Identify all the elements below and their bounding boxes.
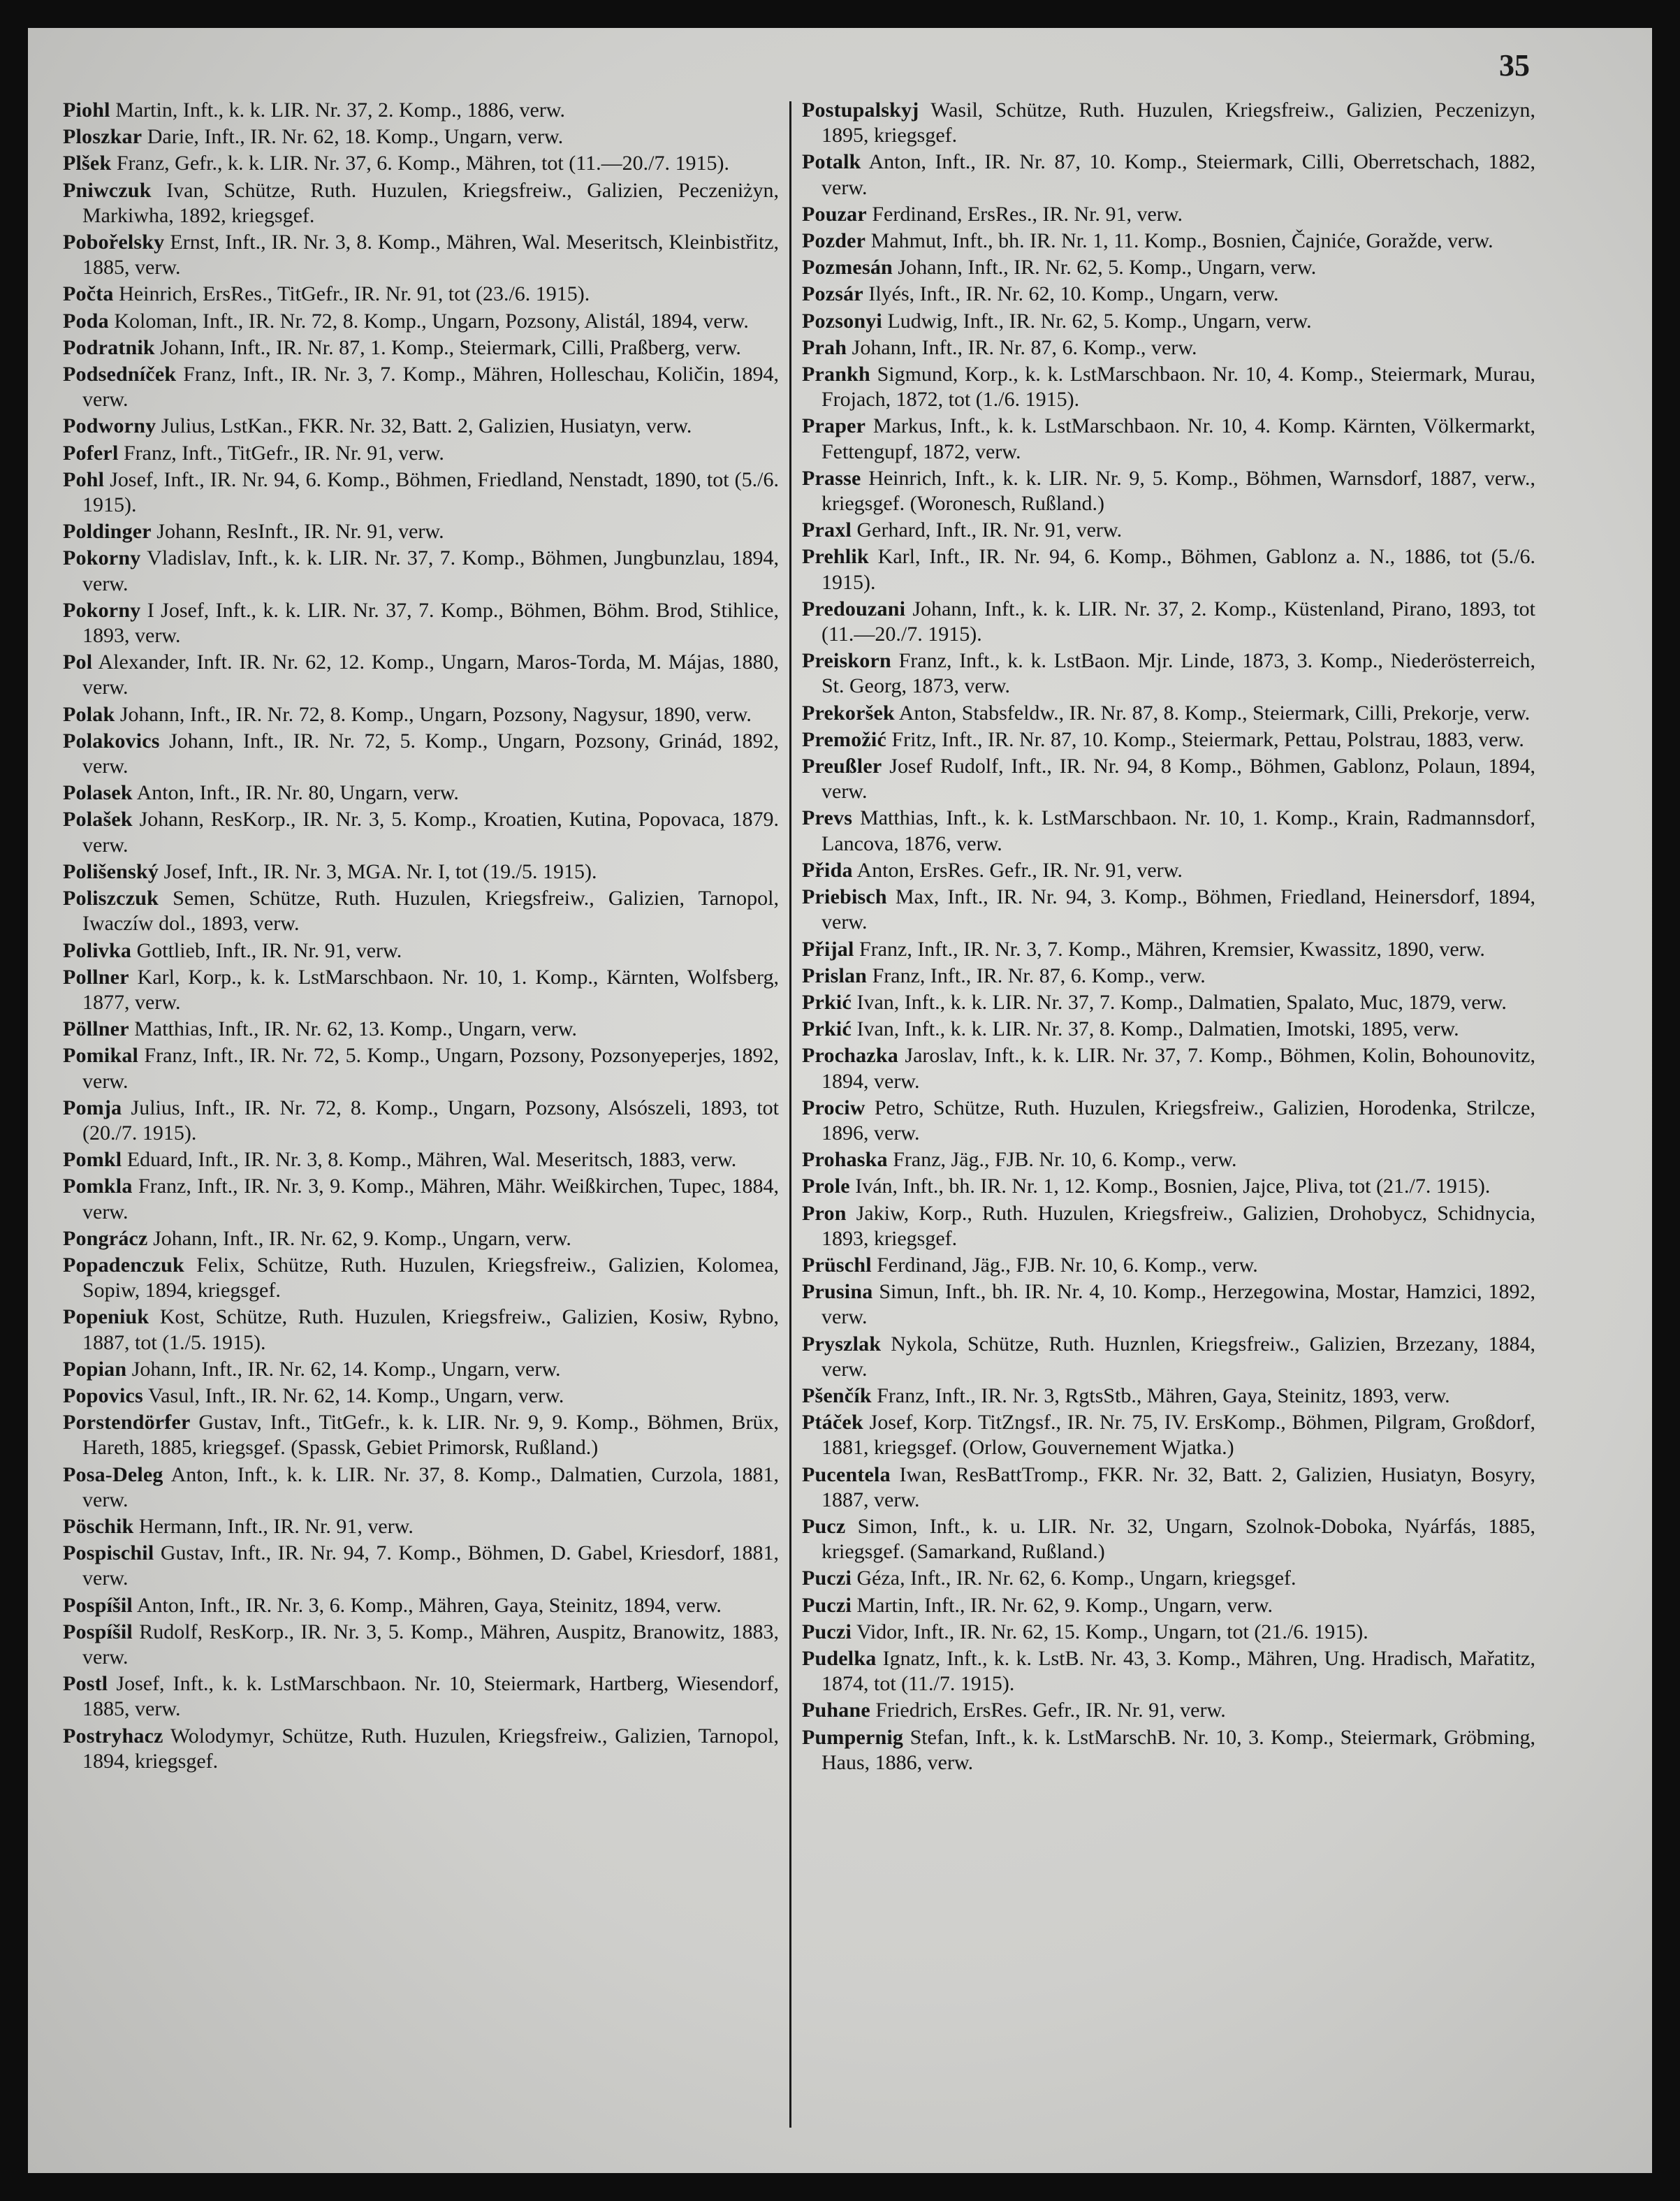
list-entry xyxy=(63,1462,779,1513)
list-entry xyxy=(63,1541,779,1591)
entry-details: Franz, Inft., IR. Nr. 3, 7. Komp., Mähren, Holleschau, Količin, 1894, verw. xyxy=(82,363,779,412)
entry-details: Anton, ErsRes. Gefr., IR. Nr. 91, verw. xyxy=(856,858,1183,882)
entry-surname: Potalk xyxy=(802,150,861,174)
page-number: 35 xyxy=(1499,48,1530,82)
entry-surname: Pšenčík xyxy=(802,1383,872,1407)
list-entry xyxy=(63,519,779,544)
entry-surname: Polišenský xyxy=(63,859,159,883)
entry-details: Matthias, Inft., IR. Nr. 62, 13. Komp., Ungarn, verw. xyxy=(134,1017,578,1041)
entry-details: Ivan, Inft., k. k. LIR. Nr. 37, 8. Komp., Dalmatien, Imotski, 1895, verw. xyxy=(856,1017,1459,1041)
entry-details: Josef Rudolf, Inft., IR. Nr. 94, 8 Komp., Böhmen, Gablonz, Polaun, 1894, verw. xyxy=(821,755,1535,804)
list-entry xyxy=(802,335,1535,361)
list-entry xyxy=(63,1593,779,1618)
entry-surname: Pongrácz xyxy=(63,1226,148,1250)
entry-surname: Plšek xyxy=(63,152,112,175)
entry-details: Simon, Inft., k. u. LIR. Nr. 32, Ungarn, Szolnok-Doboka, Nyárfás, 1885, kriegsgef. (Samarkand, Rußland.) xyxy=(821,1514,1535,1564)
entry-surname: Pozsár xyxy=(802,282,863,306)
list-entry xyxy=(802,98,1535,148)
entry-details: Johann, Inft., IR. Nr. 62, 5. Komp., Ungarn, verw. xyxy=(898,256,1317,279)
entry-surname: Prevs xyxy=(802,806,853,830)
list-entry xyxy=(802,701,1535,726)
list-entry xyxy=(63,467,779,518)
entry-surname: Pumpernig xyxy=(802,1725,904,1749)
list-entry xyxy=(802,228,1535,254)
entry-details: Heinrich, ErsRes., TitGefr., IR. Nr. 91, tot (23./6. 1915). xyxy=(119,282,590,306)
entry-surname: Prüschl xyxy=(802,1253,872,1277)
entry-details: Gottlieb, Inft., IR. Nr. 91, verw. xyxy=(136,938,402,962)
entry-details: Anton, Inft., IR. Nr. 80, Ungarn, verw. xyxy=(136,781,459,805)
entry-details: Julius, LstKan., FKR. Nr. 32, Batt. 2, Galizien, Husiatyn, verw. xyxy=(161,414,692,438)
list-entry xyxy=(802,309,1535,334)
list-entry xyxy=(802,1698,1535,1723)
list-entry xyxy=(63,282,779,307)
list-entry xyxy=(802,1410,1535,1460)
entry-details: Franz, Inft., IR. Nr. 3, RgtsStb., Mähren, Gaya, Steinitz, 1893, verw. xyxy=(877,1383,1450,1407)
left-column xyxy=(63,98,779,2138)
entry-surname: Postl xyxy=(63,1672,108,1696)
list-entry xyxy=(63,965,779,1015)
entry-details: Heinrich, Inft., k. k. LIR. Nr. 9, 5. Komp., Böhmen, Warnsdorf, 1887, verw., kriegsgef. (Woronesch, Rußland.) xyxy=(821,466,1535,516)
entry-surname: Pomkla xyxy=(63,1175,133,1198)
entry-details: Julius, Inft., IR. Nr. 72, 8. Komp., Ungarn, Pozsony, Alsószeli, 1893, tot (20./7. 1915). xyxy=(82,1096,779,1145)
column-divider xyxy=(789,101,791,2128)
list-entry xyxy=(802,1620,1535,1645)
entry-surname: Praper xyxy=(802,414,866,438)
entry-surname: Puczi xyxy=(802,1593,852,1617)
list-entry xyxy=(63,1620,779,1670)
entry-surname: Preußler xyxy=(802,755,882,778)
entry-details: Koloman, Inft., IR. Nr. 72, 8. Komp., Ungarn, Pozsony, Alistál, 1894, verw. xyxy=(114,309,749,333)
list-entry xyxy=(63,362,779,412)
entry-surname: Pron xyxy=(802,1201,847,1225)
list-entry xyxy=(802,1593,1535,1618)
entry-surname: Prankh xyxy=(802,363,870,386)
entry-surname: Pokorny xyxy=(63,598,141,622)
entry-details: Ilyés, Inft., IR. Nr. 62, 10. Komp., Ungarn, verw. xyxy=(868,282,1279,306)
entry-details: Darie, Inft., IR. Nr. 62, 18. Komp., Ungarn, verw. xyxy=(147,125,564,149)
list-entry xyxy=(63,780,779,806)
entry-details: Franz, Inft., k. k. LstBaon. Mjr. Linde, 1873, 3. Komp., Niederösterreich, St. Georg, 1873, verw. xyxy=(821,649,1535,698)
entry-details: Matthias, Inft., k. k. LstMarschbaon. Nr. 10, 1. Komp., Krain, Radmannsdorf, Lancova, 1876, verw. xyxy=(821,806,1535,855)
entry-surname: Pozder xyxy=(802,229,866,253)
entry-surname: Prkić xyxy=(802,1017,852,1041)
list-entry xyxy=(802,885,1535,935)
entry-details: Josef, Inft., IR. Nr. 94, 6. Komp., Böhmen, Friedland, Nenstadt, 1890, tot (5./6. 1915). xyxy=(82,467,779,517)
entry-details: Johann, ResKorp., IR. Nr. 3, 5. Komp., Kroatien, Kutina, Popovaca, 1879. verw. xyxy=(82,808,779,857)
entry-surname: Pospischil xyxy=(63,1541,154,1565)
entry-surname: Pozsonyi xyxy=(802,309,882,333)
entry-details: Petro, Schütze, Ruth. Huzulen, Kriegsfreiw., Galizien, Horodenka, Strilcze, 1896, verw. xyxy=(821,1096,1535,1145)
list-entry xyxy=(802,1147,1535,1172)
list-entry xyxy=(802,937,1535,962)
entry-surname: Pouzar xyxy=(802,202,867,226)
entry-surname: Popadenczuk xyxy=(63,1253,184,1277)
list-entry xyxy=(802,1201,1535,1251)
list-entry xyxy=(802,1096,1535,1146)
list-entry xyxy=(802,964,1535,989)
list-entry xyxy=(63,124,779,150)
entry-surname: Pollner xyxy=(63,965,129,989)
entry-surname: Ploszkar xyxy=(63,125,143,149)
entry-surname: Postryhacz xyxy=(63,1724,163,1748)
entry-details: Ivan, Inft., k. k. LIR. Nr. 37, 7. Komp., Dalmatien, Spalato, Muc, 1879, verw. xyxy=(856,990,1507,1014)
entry-details: Friedrich, ErsRes. Gefr., IR. Nr. 91, verw. xyxy=(875,1699,1226,1722)
list-entry xyxy=(63,441,779,466)
entry-surname: Pucz xyxy=(802,1514,846,1538)
entry-details: Johann, Inft., IR. Nr. 62, 14. Komp., Ungarn, verw. xyxy=(131,1357,561,1381)
list-entry xyxy=(63,230,779,280)
entry-details: Anton, Stabsfeldw., IR. Nr. 87, 8. Komp., Steiermark, Cilli, Prekorje, verw. xyxy=(898,701,1531,725)
entry-surname: Preiskorn xyxy=(802,649,891,673)
entry-details: Hermann, Inft., IR. Nr. 91, verw. xyxy=(138,1514,414,1538)
list-entry xyxy=(802,648,1535,699)
list-entry xyxy=(802,1332,1535,1382)
list-entry xyxy=(63,598,779,648)
entry-surname: Pöllner xyxy=(63,1017,129,1041)
entry-surname: Pniwczuk xyxy=(63,178,152,202)
entry-surname: Pol xyxy=(63,651,93,674)
list-entry xyxy=(63,546,779,596)
list-entry xyxy=(802,1646,1535,1697)
entry-details: Gustav, Inft., IR. Nr. 94, 7. Komp., Böhmen, D. Gabel, Kriesdorf, 1881, verw. xyxy=(82,1541,779,1590)
entry-surname: Porstendörfer xyxy=(63,1411,191,1434)
entry-surname: Polašek xyxy=(63,808,133,831)
list-entry xyxy=(802,466,1535,516)
entry-surname: Posa-Deleg xyxy=(63,1462,163,1486)
entry-surname: Polak xyxy=(63,702,115,726)
entry-surname: Pobořelsky xyxy=(63,231,165,254)
entry-surname: Prah xyxy=(802,335,847,359)
document-page xyxy=(28,28,1652,2173)
entry-details: Simun, Inft., bh. IR. Nr. 4, 10. Komp., Herzegowina, Mostar, Hamzici, 1892, verw. xyxy=(821,1280,1535,1329)
entry-details: Gerhard, Inft., IR. Nr. 91, verw. xyxy=(856,518,1123,542)
list-entry xyxy=(802,518,1535,543)
entry-surname: Praxl xyxy=(802,518,852,542)
list-entry xyxy=(63,178,779,228)
list-entry xyxy=(63,938,779,964)
list-entry xyxy=(802,282,1535,307)
entry-details: Semen, Schütze, Ruth. Huzulen, Kriegsfreiw., Galizien, Tarnopol, Iwaczíw dol., 1893, verw. xyxy=(82,887,779,936)
entry-surname: Podsedníček xyxy=(63,363,177,386)
list-entry xyxy=(802,1383,1535,1409)
list-entry xyxy=(802,727,1535,753)
entry-surname: Postupalskyj xyxy=(802,99,919,122)
list-entry xyxy=(802,1462,1535,1513)
entry-details: Mahmut, Inft., bh. IR. Nr. 1, 11. Komp., Bosnien, Čajniće, Goražde, verw. xyxy=(870,229,1493,253)
list-entry xyxy=(63,1043,779,1094)
list-entry xyxy=(802,1043,1535,1094)
entry-surname: Poliszczuk xyxy=(63,887,159,910)
entry-details: Franz, Inft., IR. Nr. 72, 5. Komp., Ungarn, Pozsony, Pozsonyeperjes, 1892, verw. xyxy=(82,1044,779,1093)
entry-details: Gustav, Inft., TitGefr., k. k. LIR. Nr. 9, 9. Komp., Böhmen, Brüx, Hareth, 1885, kriegsgef. (Spassk, Gebiet Primorsk, Rußland.) xyxy=(82,1411,779,1460)
list-entry xyxy=(63,1671,779,1722)
entry-surname: Prusina xyxy=(802,1280,873,1304)
list-entry xyxy=(802,1566,1535,1591)
list-entry xyxy=(63,729,779,779)
entry-surname: Piohl xyxy=(63,99,110,122)
list-entry xyxy=(802,754,1535,804)
list-entry xyxy=(63,1383,779,1409)
entry-details: Iván, Inft., bh. IR. Nr. 1, 12. Komp., Bosnien, Jajce, Pliva, tot (21./7. 1915). xyxy=(855,1175,1491,1198)
entry-surname: Poferl xyxy=(63,441,119,465)
entry-surname: Pohl xyxy=(63,467,105,491)
entry-details: Alexander, Inft. IR. Nr. 62, 12. Komp., Ungarn, Maros-Torda, M. Májas, 1880, verw. xyxy=(82,651,779,699)
entry-surname: Přijal xyxy=(802,937,854,961)
list-entry xyxy=(802,255,1535,280)
list-entry xyxy=(802,1174,1535,1199)
list-entry xyxy=(802,806,1535,856)
entry-details: Felix, Schütze, Ruth. Huzulen, Kriegsfreiw., Galizien, Kolomea, Sopiw, 1894, kriegsgef. xyxy=(82,1253,779,1302)
entry-details: Johann, Inft., IR. Nr. 87, 6. Komp., verw. xyxy=(852,335,1197,359)
list-entry xyxy=(63,1017,779,1042)
entry-surname: Pudelka xyxy=(802,1646,877,1670)
entry-surname: Pomja xyxy=(63,1096,122,1119)
entry-details: Martin, Inft., k. k. LIR. Nr. 37, 2. Komp., 1886, verw. xyxy=(115,99,566,122)
entry-details: I Josef, Inft., k. k. LIR. Nr. 37, 7. Komp., Böhmen, Böhm. Brod, Stihlice, 1893, verw. xyxy=(82,598,779,648)
entry-surname: Prole xyxy=(802,1175,850,1198)
entry-details: Martin, Inft., IR. Nr. 62, 9. Komp., Ungarn, verw. xyxy=(856,1593,1273,1617)
entry-details: Fritz, Inft., IR. Nr. 87, 10. Komp., Steiermark, Pettau, Polstrau, 1883, verw. xyxy=(891,727,1524,751)
list-entry xyxy=(63,1357,779,1382)
list-entry xyxy=(802,1514,1535,1564)
entry-surname: Priebisch xyxy=(802,885,887,909)
list-entry xyxy=(63,1410,779,1460)
entry-details: Jakiw, Korp., Ruth. Huzulen, Kriegsfreiw., Galizien, Drohobycz, Schidnycia, 1893, kriegsgef. xyxy=(821,1201,1535,1250)
list-entry xyxy=(63,807,779,857)
list-entry xyxy=(63,886,779,936)
list-entry xyxy=(63,309,779,334)
list-entry xyxy=(63,98,779,123)
list-entry xyxy=(63,1724,779,1774)
entry-surname: Puczi xyxy=(802,1567,852,1590)
list-entry xyxy=(802,1279,1535,1330)
right-column xyxy=(802,98,1535,2138)
list-entry xyxy=(63,1174,779,1224)
entry-surname: Pozmesán xyxy=(802,256,893,279)
entry-details: Max, Inft., IR. Nr. 94, 3. Komp., Böhmen, Friedland, Heinersdorf, 1894, verw. xyxy=(821,885,1535,934)
entry-surname: Prislan xyxy=(802,964,868,987)
entry-details: Johann, Inft., IR. Nr. 72, 8. Komp., Ungarn, Pozsony, Nagysur, 1890, verw. xyxy=(119,702,752,726)
entry-details: Ernst, Inft., IR. Nr. 3, 8. Komp., Mähren, Wal. Meseritsch, Kleinbistřitz, 1885, verw. xyxy=(82,231,779,279)
list-entry xyxy=(63,650,779,700)
entry-details: Sigmund, Korp., k. k. LstMarschbaon. Nr. 10, 4. Komp., Steiermark, Murau, Frojach, 1872, tot (1./6. 1915). xyxy=(821,363,1535,412)
entry-details: Josef, Korp. TitZngsf., IR. Nr. 75, IV. ErsKomp., Böhmen, Pilgram, Großdorf, 1881, kriegsgef. (Orlow, Gouvernement Wjatka.) xyxy=(821,1411,1535,1460)
entry-details: Franz, Inft., IR. Nr. 87, 6. Komp., verw. xyxy=(872,964,1206,987)
entry-surname: Prociw xyxy=(802,1096,865,1119)
entry-surname: Popian xyxy=(63,1357,127,1381)
entry-details: Franz, Inft., IR. Nr. 3, 7. Komp., Mähren, Kremsier, Kwassitz, 1890, verw. xyxy=(859,937,1485,961)
entry-surname: Popeniuk xyxy=(63,1305,149,1329)
list-entry xyxy=(802,362,1535,412)
list-entry xyxy=(802,1017,1535,1042)
list-entry xyxy=(802,544,1535,595)
list-entry xyxy=(802,597,1535,647)
entry-details: Josef, Inft., IR. Nr. 3, MGA. Nr. I, tot (19./5. 1915). xyxy=(163,859,597,883)
entry-surname: Pomkl xyxy=(63,1148,122,1172)
entry-details: Ferdinand, Jäg., FJB. Nr. 10, 6. Komp., verw. xyxy=(877,1253,1258,1277)
entry-details: Wolodymyr, Schütze, Ruth. Huzulen, Kriegsfreiw., Galizien, Tarnopol, 1894, kriegsgef. xyxy=(82,1724,779,1773)
list-entry xyxy=(63,414,779,439)
entry-details: Anton, Inft., IR. Nr. 3, 6. Komp., Mähren, Gaya, Steinitz, 1894, verw. xyxy=(136,1593,722,1617)
list-entry xyxy=(63,859,779,885)
entry-details: Vladislav, Inft., k. k. LIR. Nr. 37, 7. Komp., Böhmen, Jungbunzlau, 1894, verw. xyxy=(82,546,779,595)
entry-surname: Prochazka xyxy=(802,1044,898,1068)
entry-details: Anton, Inft., k. k. LIR. Nr. 37, 8. Komp., Dalmatien, Curzola, 1881, verw. xyxy=(82,1462,779,1511)
list-entry xyxy=(802,990,1535,1015)
entry-details: Markus, Inft., k. k. LstMarschbaon. Nr. 10, 4. Komp. Kärnten, Völkermarkt, Fettengupf, 1872, verw. xyxy=(821,414,1535,463)
entry-details: Géza, Inft., IR. Nr. 62, 6. Komp., Ungarn, kriegsgef. xyxy=(856,1567,1296,1590)
entry-details: Kost, Schütze, Ruth. Huzulen, Kriegsfreiw., Galizien, Kosiw, Rybno, 1887, tot (1./5. 1915). xyxy=(82,1305,779,1354)
entry-surname: Predouzani xyxy=(802,597,906,620)
entry-surname: Popovics xyxy=(63,1383,143,1407)
list-entry xyxy=(63,1305,779,1355)
list-entry xyxy=(63,1514,779,1539)
list-entry xyxy=(802,858,1535,883)
entry-surname: Prkić xyxy=(802,990,852,1014)
entry-details: Karl, Inft., IR. Nr. 94, 6. Komp., Böhmen, Gablonz a. N., 1886, tot (5./6. 1915). xyxy=(821,545,1535,594)
entry-surname: Prekoršek xyxy=(802,701,895,725)
list-entry xyxy=(802,150,1535,200)
entry-details: Franz, Gefr., k. k. LIR. Nr. 37, 6. Komp., Mähren, tot (11.—20./7. 1915). xyxy=(116,152,729,175)
entry-details: Johann, Inft., k. k. LIR. Nr. 37, 2. Komp., Küstenland, Pirano, 1893, tot (11.—20./7. 1915). xyxy=(821,597,1535,646)
entry-surname: Puczi xyxy=(802,1620,852,1643)
entry-details: Franz, Jäg., FJB. Nr. 10, 6. Komp., verw. xyxy=(893,1148,1237,1172)
entry-details: Ferdinand, ErsRes., IR. Nr. 91, verw. xyxy=(872,202,1183,226)
list-entry xyxy=(802,1253,1535,1278)
entry-surname: Počta xyxy=(63,282,114,306)
entry-details: Karl, Korp., k. k. LstMarschbaon. Nr. 10, 1. Komp., Kärnten, Wolfsberg, 1877, verw. xyxy=(82,965,779,1014)
entry-details: Rudolf, ResKorp., IR. Nr. 3, 5. Komp., Mähren, Auspitz, Branowitz, 1883, verw. xyxy=(82,1620,779,1669)
entry-details: Vasul, Inft., IR. Nr. 62, 14. Komp., Ungarn, verw. xyxy=(147,1383,564,1407)
entry-details: Jaroslav, Inft., k. k. LIR. Nr. 37, 7. Komp., Böhmen, Kolin, Bohounovitz, 1894, verw. xyxy=(821,1044,1535,1093)
entry-details: Vidor, Inft., IR. Nr. 62, 15. Komp., Ungarn, tot (21./6. 1915). xyxy=(856,1620,1368,1643)
entry-details: Wasil, Schütze, Ruth. Huzulen, Kriegsfreiw., Galizien, Peczenizyn, 1895, kriegsgef. xyxy=(821,99,1535,147)
entry-surname: Polakovics xyxy=(63,729,160,753)
entry-surname: Podworny xyxy=(63,414,156,438)
list-entry xyxy=(63,151,779,176)
entry-details: Ivan, Schütze, Ruth. Huzulen, Kriegsfreiw., Galizien, Peczeniżyn, Markiwha, 1892, kriegsgef. xyxy=(82,178,779,227)
entry-surname: Prohaska xyxy=(802,1148,888,1172)
entry-details: Ignatz, Inft., k. k. LstB. Nr. 43, 3. Komp., Mähren, Ung. Hradisch, Mařatitz, 1874, tot (11./7. 1915). xyxy=(821,1646,1535,1696)
entry-details: Johann, Inft., IR. Nr. 62, 9. Komp., Ungarn, verw. xyxy=(153,1226,571,1250)
entry-surname: Pokorny xyxy=(63,546,141,570)
entry-surname: Ptáček xyxy=(802,1411,863,1434)
list-entry xyxy=(802,1725,1535,1775)
entry-surname: Polasek xyxy=(63,781,133,805)
entry-surname: Polivka xyxy=(63,938,132,962)
entry-details: Anton, Inft., IR. Nr. 87, 10. Komp., Steiermark, Cilli, Oberretschach, 1882, verw. xyxy=(821,150,1535,199)
entry-surname: Pöschik xyxy=(63,1514,134,1538)
entry-surname: Premožić xyxy=(802,727,886,751)
entry-surname: Prasse xyxy=(802,466,861,490)
entry-surname: Pucentela xyxy=(802,1462,891,1486)
entry-details: Ludwig, Inft., IR. Nr. 62, 5. Komp., Ungarn, verw. xyxy=(887,309,1312,333)
entry-details: Josef, Inft., k. k. LstMarschbaon. Nr. 10, Steiermark, Hartberg, Wiesendorf, 1885, verw. xyxy=(82,1672,779,1721)
entry-surname: Pomikal xyxy=(63,1044,139,1068)
entry-surname: Pryszlak xyxy=(802,1332,882,1356)
list-entry xyxy=(63,702,779,727)
entry-surname: Prehlik xyxy=(802,545,869,569)
list-entry xyxy=(802,202,1535,227)
entry-details: Eduard, Inft., IR. Nr. 3, 8. Komp., Mähren, Wal. Meseritsch, 1883, verw. xyxy=(126,1148,737,1172)
list-entry xyxy=(63,1226,779,1251)
list-entry xyxy=(63,1147,779,1172)
entry-surname: Pospíšil xyxy=(63,1593,133,1617)
list-entry xyxy=(63,335,779,361)
entry-details: Franz, Inft., TitGefr., IR. Nr. 91, verw. xyxy=(123,441,444,465)
entry-surname: Pospíšil xyxy=(63,1620,133,1643)
entry-surname: Puhane xyxy=(802,1699,870,1722)
entry-details: Johann, Inft., IR. Nr. 87, 1. Komp., Steiermark, Cilli, Praßberg, verw. xyxy=(160,335,741,359)
entry-surname: Podratnik xyxy=(63,335,155,359)
entry-surname: Poldinger xyxy=(63,520,152,544)
list-entry xyxy=(802,414,1535,464)
entry-details: Johann, Inft., IR. Nr. 72, 5. Komp., Ungarn, Pozsony, Grinád, 1892, verw. xyxy=(82,729,779,778)
entry-surname: Přida xyxy=(802,858,853,882)
entry-details: Franz, Inft., IR. Nr. 3, 9. Komp., Mähren, Mähr. Weißkirchen, Tupec, 1884, verw. xyxy=(82,1175,779,1223)
entry-details: Stefan, Inft., k. k. LstMarschB. Nr. 10, 3. Komp., Steiermark, Gröbming, Haus, 1886, verw. xyxy=(821,1725,1535,1774)
list-entry xyxy=(63,1253,779,1303)
entry-details: Johann, ResInft., IR. Nr. 91, verw. xyxy=(156,520,444,544)
entry-surname: Poda xyxy=(63,309,109,333)
entry-details: Iwan, ResBattTromp., FKR. Nr. 32, Batt. 2, Galizien, Husiatyn, Bosyry, 1887, verw. xyxy=(821,1462,1535,1511)
entry-details: Nykola, Schütze, Ruth. Huznlen, Kriegsfreiw., Galizien, Brzezany, 1884, verw. xyxy=(821,1332,1535,1381)
list-entry xyxy=(63,1096,779,1146)
